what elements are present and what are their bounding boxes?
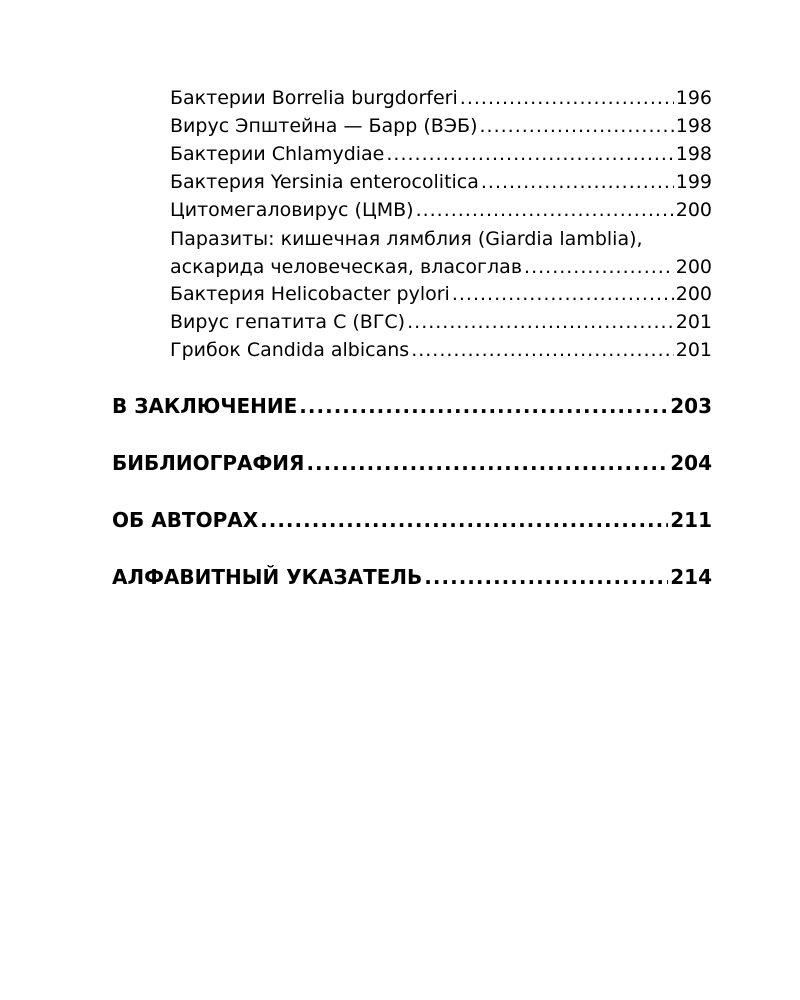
toc-entry-page: 200 (675, 256, 712, 278)
toc-entry-title: Вирус Эпштейна — Барр (ВЭБ) (170, 115, 478, 137)
toc-leader-dots (386, 140, 673, 168)
toc-entry (170, 112, 712, 140)
toc-entry-title-line1: Паразиты: кишечная лямблия (Giardia lamblia), (170, 228, 643, 250)
toc-entry-page: 198 (675, 143, 712, 165)
toc-chapter-title: БИБЛИОГРАФИЯ (112, 451, 305, 475)
toc-entry (170, 336, 712, 364)
toc-chapter-page: 214 (670, 565, 712, 589)
toc-entry-title: Цитомегаловирус (ЦМВ) (170, 199, 414, 221)
toc-leader-dots (299, 392, 668, 420)
toc-chapter (112, 392, 712, 420)
toc-entry-title: Бактерия Helicobacter pylori (170, 283, 450, 305)
toc-leader-dots (481, 168, 674, 196)
toc-leader-dots (411, 336, 674, 364)
toc-leader-dots (424, 563, 668, 591)
toc-entry (170, 84, 712, 112)
toc-entry-page: 200 (675, 283, 712, 305)
toc-chapter-page: 211 (670, 508, 712, 532)
toc-entry-title: Грибок Candida albicans (170, 339, 410, 361)
toc-entry-page: 199 (675, 171, 712, 193)
toc-entry-page: 196 (675, 87, 712, 109)
toc-chapter-title: АЛФАВИТНЫЙ УКАЗАТЕЛЬ (112, 565, 423, 589)
toc-entry-title: Бактерии Borrelia burgdorferi (170, 87, 458, 109)
toc-chapter (112, 506, 712, 534)
toc-entry (170, 308, 712, 336)
toc-entry (170, 140, 712, 168)
toc-entry-title: Бактерии Chlamydiae (170, 143, 385, 165)
toc-entry (170, 280, 712, 308)
toc-leader-dots (416, 196, 674, 224)
toc-leader-dots (460, 84, 674, 112)
toc-entry-page: 201 (675, 339, 712, 361)
toc-entry-title: аскарида человеческая, власоглав (170, 256, 523, 278)
toc-entry-title: Вирус гепатита С (ВГС) (170, 311, 406, 333)
toc-chapter-title: В ЗАКЛЮЧЕНИЕ (112, 394, 298, 418)
toc-leader-dots (407, 308, 674, 336)
toc-chapter-page: 204 (670, 451, 712, 475)
toc-entry-title: Бактерия Yersinia enterocolitica (170, 171, 479, 193)
toc-leader-dots (260, 506, 668, 534)
toc-leader-dots (452, 280, 674, 308)
toc-leader-dots (480, 112, 674, 140)
toc-entry (170, 168, 712, 196)
toc-entry-page: 200 (675, 199, 712, 221)
toc-entry-page: 198 (675, 115, 712, 137)
toc-entry (170, 196, 712, 224)
toc-entry-multiline (170, 225, 712, 281)
toc-chapter (112, 563, 712, 591)
toc-chapter-title: ОБ АВТОРАХ (112, 508, 259, 532)
toc-chapter (112, 449, 712, 477)
toc-chapter-page: 203 (670, 394, 712, 418)
toc-leader-dots (306, 449, 668, 477)
toc-leader-dots (524, 253, 674, 281)
toc-entry-page: 201 (675, 311, 712, 333)
